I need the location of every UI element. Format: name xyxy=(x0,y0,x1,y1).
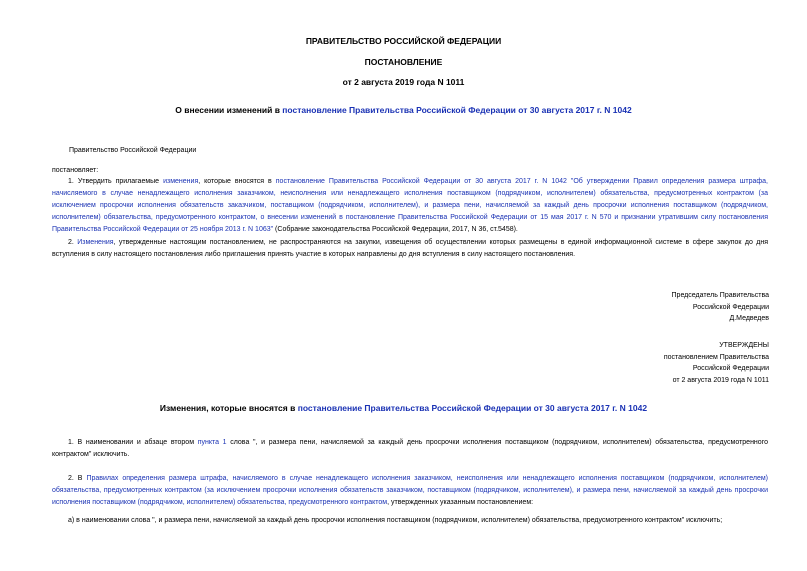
amended-resolution-link[interactable]: постановление Правительства Российской Федерации от 30 августа 2017 г. N 1042 xyxy=(282,105,632,115)
document-type: ПОСТАНОВЛЕНИЕ xyxy=(364,57,443,67)
changes-resolution-link[interactable]: постановление Правительства Российской Федерации от 30 августа 2017 г. N 1042 xyxy=(297,403,648,413)
changes-link-2[interactable]: Изменения xyxy=(77,239,114,246)
changes-link[interactable]: изменения xyxy=(163,178,199,185)
government-heading: ПРАВИТЕЛЬСТВО РОССИЙСКОЙ ФЕДЕРАЦИИ xyxy=(305,36,502,46)
paragraph-1-middle: , которые вносятся в xyxy=(198,178,276,185)
approval-by-resolution: постановлением Правительства xyxy=(663,353,769,361)
change-1-start: 1. В наименовании и абзаце втором xyxy=(68,439,198,446)
change-1-text: слова ", и размера пени, начисляемой за каждый день просрочки исполнения поставщиком (подрядчиком, исполнителем) обязательства, предусмотренного контрактом" исключить. xyxy=(52,439,768,458)
change-2-start: 2. В xyxy=(68,475,87,482)
changes-title xyxy=(0,403,807,413)
approval-approved: УТВЕРЖДЕНЫ xyxy=(719,342,769,349)
paragraph-1-start: 1. Утвердить прилагаемые xyxy=(68,178,164,185)
change-item-1 xyxy=(52,437,768,461)
signature-block xyxy=(672,290,769,325)
clause-1-link[interactable]: пункта 1 xyxy=(197,439,227,446)
approval-date: от 2 августа 2019 года N 1011 xyxy=(672,376,769,384)
paragraph-1-end: (Собрание законодательства Российской Федерации, 2017, N 36, ст.5458). xyxy=(273,226,518,233)
document-date-number: от 2 августа 2019 года N 1011 xyxy=(342,77,465,87)
approval-block xyxy=(664,340,769,386)
change-item-2 xyxy=(52,473,768,509)
signature-name: Д.Медведев xyxy=(729,315,769,322)
approval-country: Российской Федерации xyxy=(692,365,769,372)
paragraph-1 xyxy=(52,176,768,236)
paragraph-2 xyxy=(52,237,768,261)
paragraph-2-start: 2. xyxy=(68,239,78,246)
document-title xyxy=(0,105,807,115)
rules-link[interactable]: Правилах определения размера штрафа, начисляемого в случае ненадлежащего исполнения заказчиком, неисполнения или ненадлежащего исполнения поставщиком (подрядчиком, исполнителем) обязательства, предусмотренных контрактом (за исключением просрочки исполнения обязательств заказчиком, поставщиком (подрядчиком, исполнителем), и размера пени, начисляемой за каждый день просрочки исполнения поставщиком (подрядчиком, исполнителем) обязательства, предусмотренного контрактом xyxy=(52,475,768,506)
signature-title: Председатель Правительства xyxy=(671,292,769,299)
document-title-prefix: О внесении изменений в xyxy=(175,105,283,115)
intro-government: Правительство Российской Федерации xyxy=(69,147,197,154)
intro-resolves: постановляет: xyxy=(52,167,99,174)
resolution-1042-link[interactable]: постановление Правительства Российской Федерации от 30 августа 2017 г. N 1042 "Об утверждении Правил определения размера штрафа, начисляемого в случае ненадлежащего исполнения заказчиком, неисполнения или ненадлежащего исполнения поставщиком (подрядчиком, исполнителем) обязательства, предусмотренных контрактом (за исключением просрочки исполнения обязательств заказчиком, поставщиком (подрядчиком, исполнителем), и размера пени, начисляемой за каждый день просрочки исполнения поставщиком (подрядчиком, исполнителем) обязательства, предусмотренного контрактом, о внесении изменений в постановление Правительства Российской Федерации от 15 мая 2017 г. N 570 и признании утратившим силу постановления Правительства Российской Федерации от 25 ноября 2013 г. N 1063" xyxy=(52,178,768,233)
paragraph-2-text: , утвержденные настоящим постановлением, не распространяются на закупки, извещения об осуществлении которых размещены в единой информационной системе в сфере закупок до дня вступления в силу настоящего постановления либо приглашения принять участие в которых направлены до дня вступления в силу настоящего постановления. xyxy=(52,239,768,258)
changes-title-prefix: Изменения, которые вносятся в xyxy=(159,403,298,413)
change-2-text: , утвержденных указанным постановлением: xyxy=(387,499,534,506)
signature-country: Российской Федерации xyxy=(692,303,769,311)
change-item-2a: а) в наименовании слова ", и размера пени, начисляемой за каждый день просрочки исполнения поставщиком (подрядчиком, исполнителем) обязательства, предусмотренного контрактом" исключить; xyxy=(68,517,723,524)
